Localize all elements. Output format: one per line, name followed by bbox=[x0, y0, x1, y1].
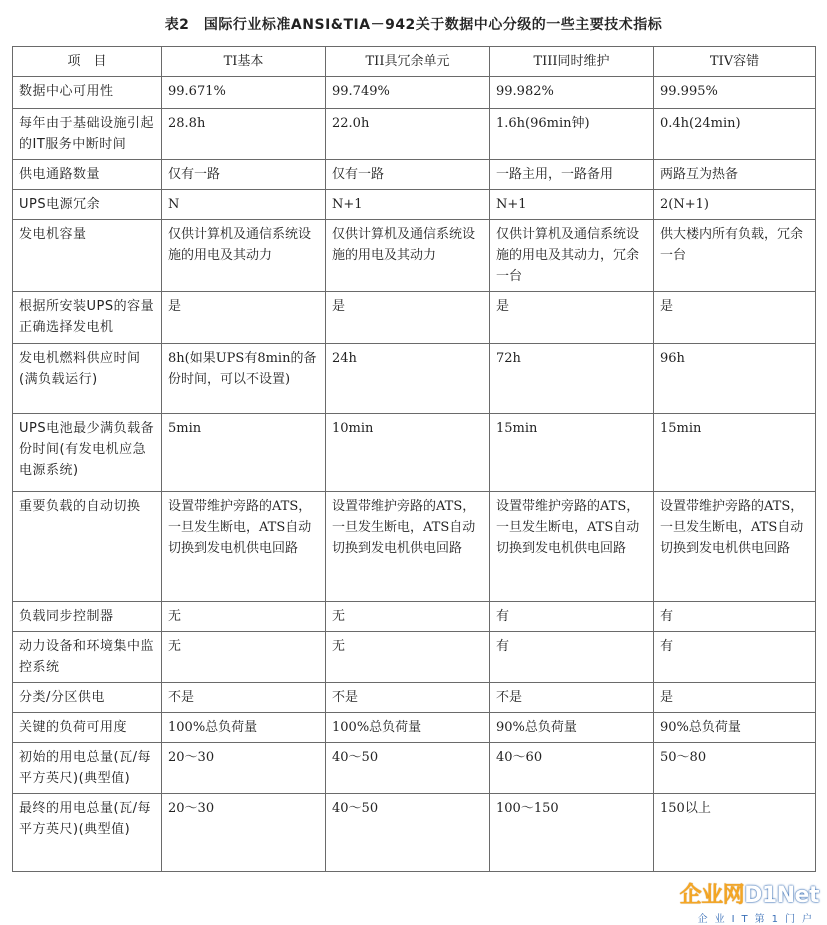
tier-1-cell: 设置带维护旁路的ATS，一旦发生断电，ATS自动切换到发电机供电回路 bbox=[162, 492, 326, 602]
tier-3-cell: 40～60 bbox=[490, 743, 654, 794]
tier-3-cell: 15min bbox=[490, 414, 654, 492]
tier-3-cell: 90%总负荷量 bbox=[490, 713, 654, 743]
row-label: 根据所安装UPS的容量正确选择发电机 bbox=[13, 292, 162, 344]
table-row bbox=[13, 414, 816, 492]
tier-3-cell: 一路主用，一路备用 bbox=[490, 160, 654, 190]
header-tier-1: TI基本 bbox=[162, 47, 326, 77]
tier-4-cell: 0.4h(24min) bbox=[654, 109, 816, 160]
table-row bbox=[13, 743, 816, 794]
tier-1-cell: 仅有一路 bbox=[162, 160, 326, 190]
tier-4-cell: 150以上 bbox=[654, 794, 816, 872]
tier-2-cell: 不是 bbox=[326, 683, 490, 713]
tier-4-cell: 是 bbox=[654, 683, 816, 713]
tier-1-cell: 8h(如果UPS有8min的备份时间，可以不设置) bbox=[162, 344, 326, 414]
table-row bbox=[13, 344, 816, 414]
tier-1-cell: 无 bbox=[162, 632, 326, 683]
row-label: 动力设备和环境集中监控系统 bbox=[13, 632, 162, 683]
table-row bbox=[13, 190, 816, 220]
table-row bbox=[13, 492, 816, 602]
header-tier-3: TIII同时维护 bbox=[490, 47, 654, 77]
row-label: 发电机容量 bbox=[13, 220, 162, 292]
tier-2-cell: 40～50 bbox=[326, 794, 490, 872]
tier-1-cell: 不是 bbox=[162, 683, 326, 713]
table-row bbox=[13, 683, 816, 713]
table-caption: 表2 国际行业标准ANSI&TIA－942关于数据中心分级的一些主要技术指标 bbox=[164, 17, 663, 33]
tier-3-cell: N+1 bbox=[490, 190, 654, 220]
table-row bbox=[13, 109, 816, 160]
tier-1-cell: 5min bbox=[162, 414, 326, 492]
tier-4-cell: 设置带维护旁路的ATS，一旦发生断电，ATS自动切换到发电机供电回路 bbox=[654, 492, 816, 602]
tier-2-cell: 99.749% bbox=[326, 77, 490, 109]
row-label: UPS电源冗余 bbox=[13, 190, 162, 220]
row-label: 最终的用电总量(瓦/每平方英尺)(典型值) bbox=[13, 794, 162, 872]
header-item: 项 目 bbox=[13, 47, 162, 77]
tier-4-cell: 96h bbox=[654, 344, 816, 414]
tier-2-cell: 100%总负荷量 bbox=[326, 713, 490, 743]
row-label: UPS电池最少满负载备份时间(有发电机应急电源系统) bbox=[13, 414, 162, 492]
row-label: 关键的负荷可用度 bbox=[13, 713, 162, 743]
row-label: 初始的用电总量(瓦/每平方英尺)(典型值) bbox=[13, 743, 162, 794]
table-row bbox=[13, 292, 816, 344]
tier-4-cell: 99.995% bbox=[654, 77, 816, 109]
tier-2-cell: N+1 bbox=[326, 190, 490, 220]
tier-2-cell: 无 bbox=[326, 602, 490, 632]
header-tier-2: TII具冗余单元 bbox=[326, 47, 490, 77]
tier-2-cell: 仅供计算机及通信系统设施的用电及其动力 bbox=[326, 220, 490, 292]
tier-1-cell: 20～30 bbox=[162, 794, 326, 872]
tier-4-cell: 90%总负荷量 bbox=[654, 713, 816, 743]
tier-3-cell: 100～150 bbox=[490, 794, 654, 872]
tier-2-cell: 24h bbox=[326, 344, 490, 414]
tier-1-cell: N bbox=[162, 190, 326, 220]
tier-3-cell: 设置带维护旁路的ATS，一旦发生断电，ATS自动切换到发电机供电回路 bbox=[490, 492, 654, 602]
row-label: 分类/分区供电 bbox=[13, 683, 162, 713]
tier-4-cell: 15min bbox=[654, 414, 816, 492]
table-row bbox=[13, 794, 816, 872]
tier-2-cell: 22.0h bbox=[326, 109, 490, 160]
row-label: 供电通路数量 bbox=[13, 160, 162, 190]
tier-3-cell: 是 bbox=[490, 292, 654, 344]
tier-2-cell: 设置带维护旁路的ATS，一旦发生断电，ATS自动切换到发电机供电回路 bbox=[326, 492, 490, 602]
tier-3-cell: 不是 bbox=[490, 683, 654, 713]
header-tier-4: TIV容错 bbox=[654, 47, 816, 77]
tier-1-cell: 100%总负荷量 bbox=[162, 713, 326, 743]
d1net-watermark bbox=[659, 883, 819, 925]
tier-4-cell: 供大楼内所有负载，冗余一台 bbox=[654, 220, 816, 292]
tier-1-cell: 无 bbox=[162, 602, 326, 632]
table-row bbox=[13, 77, 816, 109]
tier-1-cell: 仅供计算机及通信系统设施的用电及其动力 bbox=[162, 220, 326, 292]
row-label: 负载同步控制器 bbox=[13, 602, 162, 632]
tier-4-cell: 2(N+1) bbox=[654, 190, 816, 220]
tier-3-cell: 72h bbox=[490, 344, 654, 414]
tier-2-cell: 仅有一路 bbox=[326, 160, 490, 190]
table-row bbox=[13, 632, 816, 683]
tier-4-cell: 两路互为热备 bbox=[654, 160, 816, 190]
tier-spec-table bbox=[12, 46, 816, 872]
d1net-logo: 企业网D1Net bbox=[679, 883, 819, 908]
tier-3-cell: 99.982% bbox=[490, 77, 654, 109]
tier-2-cell: 是 bbox=[326, 292, 490, 344]
tier-4-cell: 有 bbox=[654, 632, 816, 683]
table-row bbox=[13, 713, 816, 743]
row-label: 发电机燃料供应时间(满负载运行) bbox=[13, 344, 162, 414]
tier-2-cell: 10min bbox=[326, 414, 490, 492]
tier-3-cell: 有 bbox=[490, 632, 654, 683]
row-label: 数据中心可用性 bbox=[13, 77, 162, 109]
table-row bbox=[13, 220, 816, 292]
tier-4-cell: 是 bbox=[654, 292, 816, 344]
tier-1-cell: 28.8h bbox=[162, 109, 326, 160]
d1net-slogan: 企业IT第1门户 bbox=[697, 914, 819, 925]
row-label: 重要负载的自动切换 bbox=[13, 492, 162, 602]
table-row bbox=[13, 160, 816, 190]
tier-2-cell: 40～50 bbox=[326, 743, 490, 794]
tier-2-cell: 无 bbox=[326, 632, 490, 683]
header-row bbox=[13, 47, 816, 77]
tier-3-cell: 仅供计算机及通信系统设施的用电及其动力，冗余一台 bbox=[490, 220, 654, 292]
tier-3-cell: 1.6h(96min钟) bbox=[490, 109, 654, 160]
tier-1-cell: 99.671% bbox=[162, 77, 326, 109]
table-row bbox=[13, 602, 816, 632]
tier-4-cell: 有 bbox=[654, 602, 816, 632]
tier-1-cell: 是 bbox=[162, 292, 326, 344]
tier-4-cell: 50～80 bbox=[654, 743, 816, 794]
tier-1-cell: 20～30 bbox=[162, 743, 326, 794]
row-label: 每年由于基础设施引起的IT服务中断时间 bbox=[13, 109, 162, 160]
tier-3-cell: 有 bbox=[490, 602, 654, 632]
